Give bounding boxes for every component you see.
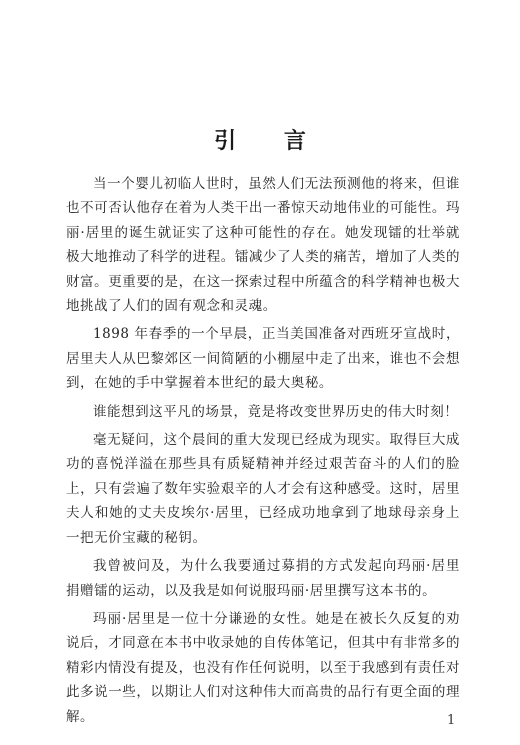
body-text [66,172,460,733]
paragraph: 我曾被问及，为什么我要通过募捐的方式发起向玛丽·居里捐赠镭的运动，以及我是如何说服玛丽·居里撰写这本书的。 [66,558,460,599]
chapter-title: 引 言 [214,129,326,154]
page-number: 1 [447,713,456,728]
paragraph: 玛丽·居里是一位十分谦逊的女性。她是在被长久反复的劝说后，才同意在本书中收录她的自传体笔记，但其中有非常多的精彩内情没有提及，也没有作任何说明，以至于我感到有责任对此多说一些，以期让人们对这种伟大而高贵的品行有更全面的理解。 [66,610,460,725]
paragraph: 1898 年春季的一个早晨，正当美国准备对西班牙宣战时，居里夫人从巴黎郊区一间简陋的小棚屋中走了出来，谁也不会想到，在她的手中掌握着本世纪的最大奥秘。 [66,326,460,392]
paragraph: 毫无疑问，这个晨间的重大发现已经成为现实。取得巨大成功的喜悦洋溢在那些具有质疑精神并经过艰苦奋斗的人们的脸上，只有尝遍了数年实验艰辛的人才会有这种感受。这时，居里夫人和她的丈夫皮埃尔·居里，已经成功地拿到了地球母亲身上一把无价宝藏的秘钥。 [66,432,460,546]
paragraph: 当一个婴儿初临人世时，虽然人们无法预测他的将来，但谁也不可否认他存在着为人类干出一番惊天动地伟业的可能性。玛丽·居里的诞生就证实了这种可能性的存在。她发现镭的壮举就极大地推动了科学的进程。镭减少了人类的痛苦，增加了人类的财富。更重要的是，在这一探索过程中所蕴含的科学精神也极大地挑战了人们的固有观念和灵魂。 [66,176,460,315]
paragraph: 谁能想到这平凡的场景，竟是将改变世界历史的伟大时刻！ [93,403,459,420]
